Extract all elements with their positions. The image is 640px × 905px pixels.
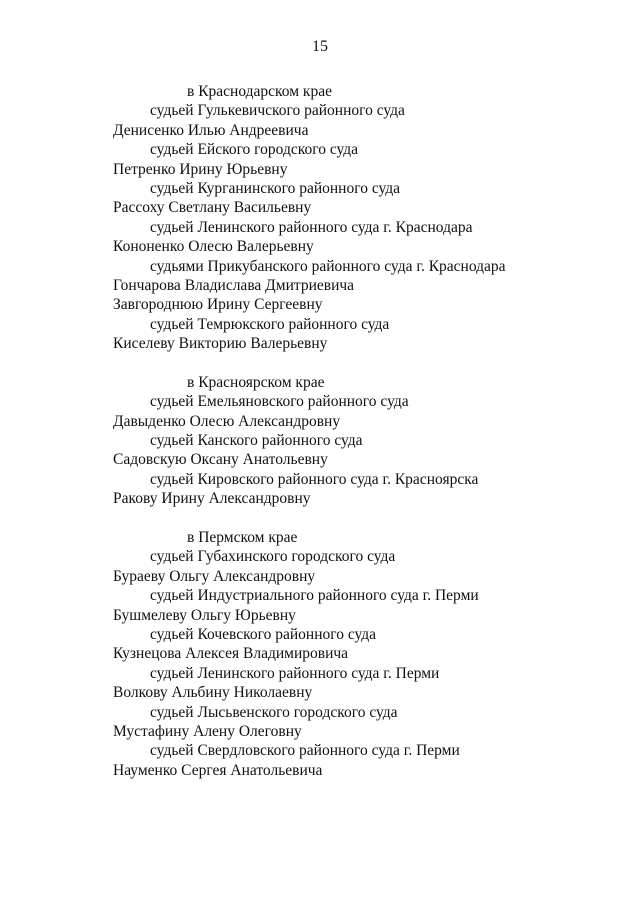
judge-name: Бушмелеву Ольгу Юрьевну <box>113 606 296 624</box>
court-title: судьей Канского районного суда <box>150 432 363 450</box>
court-title: судьей Губахинского городского суда <box>150 548 396 566</box>
region-section <box>0 373 640 509</box>
court-title: судьей Ейского городского суда <box>150 141 359 159</box>
region-section <box>0 82 640 353</box>
judge-name: Бураеву Ольгу Александровну <box>113 567 316 585</box>
court-title: судьей Ленинского районного суда г. Перми <box>150 664 440 682</box>
judge-name: Волкову Альбину Николаевну <box>113 684 313 702</box>
court-title: судьей Кировского районного суда г. Красноярска <box>150 470 479 488</box>
judge-name: Кузнецова Алексея Владимировича <box>113 645 349 663</box>
judge-name: Ракову Ирину Александровну <box>113 490 311 508</box>
region-heading: в Красноярском крае <box>187 373 325 391</box>
page-number: 15 <box>312 38 328 55</box>
court-title: судьей Темрюкского районного суда <box>150 315 390 333</box>
judge-name: Петренко Ирину Юрьевну <box>113 160 288 178</box>
region-section <box>0 528 640 780</box>
judge-name: Денисенко Илью Андреевича <box>113 121 309 139</box>
judge-name: Садовскую Оксану Анатольевну <box>113 451 328 469</box>
court-title: судьей Кочевского районного суда <box>150 625 377 643</box>
court-title: судьей Ленинского районного суда г. Краснодара <box>150 218 473 236</box>
court-title: судьей Лысьвенского городского суда <box>150 703 398 721</box>
judge-name: Давыденко Олесю Александровну <box>113 412 341 430</box>
judge-name: Науменко Сергея Анатольевича <box>113 761 323 779</box>
court-title: судьей Свердловского районного суда г. Перми <box>150 742 460 760</box>
region-heading: в Пермском крае <box>187 528 298 546</box>
region-heading: в Краснодарском крае <box>187 83 332 100</box>
court-title: судьей Емельяновского районного суда <box>150 393 409 411</box>
judge-name: Рассоху Светлану Васильевну <box>113 199 312 217</box>
judge-name: Кононенко Олесю Валерьевну <box>113 238 314 256</box>
judge-name: Мустафину Алену Олеговну <box>113 722 302 740</box>
court-title: судьей Индустриального районного суда г. Перми <box>150 587 479 605</box>
court-title: судьей Курганинского районного суда <box>150 179 401 197</box>
judge-name: Гончарова Владислава Дмитриевича <box>113 276 355 294</box>
appointment-list <box>0 82 640 780</box>
court-title: судьей Гулькевичского районного суда <box>150 102 405 120</box>
judge-name: Завгороднюю Ирину Сергеевну <box>113 296 323 314</box>
judge-name: Киселеву Викторию Валерьевну <box>113 335 328 353</box>
court-title: судьями Прикубанского районного суда г. Краснодара <box>150 257 506 275</box>
